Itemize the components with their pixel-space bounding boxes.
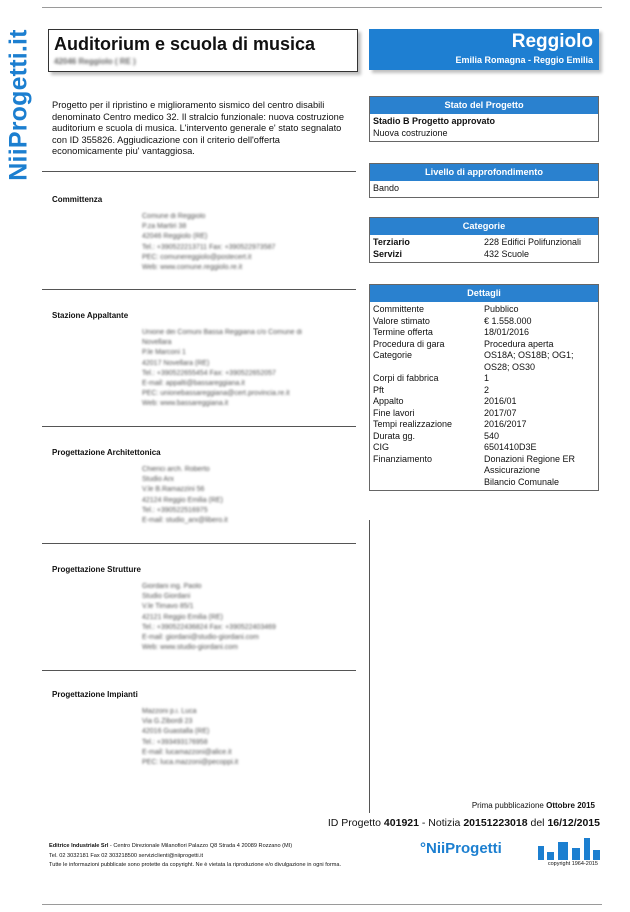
- contact-line: 42046 Reggiolo (RE): [142, 233, 208, 241]
- dettaglio-value: 2016/01: [484, 396, 517, 406]
- dettaglio-value: Procedura aperta: [484, 338, 554, 349]
- dettaglio-value: 1: [484, 373, 490, 383]
- contact-lines: [142, 707, 342, 768]
- dettaglio-value: 540: [484, 430, 500, 441]
- del-label: del: [527, 817, 545, 829]
- dettaglio-row: [373, 304, 595, 316]
- footer: [49, 842, 409, 871]
- skyline-icon: [538, 836, 600, 860]
- contact-line: Tel.: +390522516975: [142, 506, 208, 514]
- panel-body: [370, 235, 598, 262]
- dettaglio-value: 6501410D3E: [484, 442, 537, 452]
- contact-line: E-mail: appalti@bassareggiana.it: [142, 380, 245, 388]
- contact-line: P.za Martiri 38: [142, 223, 187, 231]
- city-box: [369, 29, 599, 70]
- dettaglio-row: [373, 373, 595, 385]
- panel-heading: Stato del Progetto: [370, 97, 598, 114]
- city-name: Reggiolo: [511, 31, 593, 52]
- notizia-label: - Notizia: [418, 817, 461, 829]
- contact-line: Studio Arx: [142, 476, 174, 484]
- dettaglio-value: 2: [484, 384, 490, 395]
- dettaglio-value: Pubblico: [484, 304, 519, 314]
- dettaglio-row: [373, 327, 595, 339]
- contact-line: Web: www.studio-giordani.com: [142, 644, 238, 652]
- panel-body: [370, 114, 598, 141]
- dettaglio-row: [373, 385, 595, 397]
- panel-body: [370, 302, 598, 490]
- livello-value: Bando: [373, 183, 400, 193]
- categoria-row: [373, 249, 595, 261]
- dettaglio-row: [373, 419, 595, 431]
- divider: [42, 670, 356, 671]
- dettaglio-row: [373, 339, 595, 351]
- panel-body: [370, 181, 598, 197]
- contact-line: PEC: unionebassareggiana@cert.provincia.re.it: [142, 390, 290, 398]
- contact-lines: [142, 212, 342, 273]
- contact-line: Tel.: +390522655454 Fax: +390522652057: [142, 369, 276, 377]
- contact-label: Stazione Appaltante: [52, 311, 129, 320]
- stato-stage: Stadio B Progetto approvato: [373, 116, 496, 126]
- dettaglio-key: CIG: [373, 442, 390, 452]
- categoria-value: 432 Scuole: [484, 248, 530, 259]
- dettaglio-key: Termine offerta: [373, 327, 433, 337]
- dettaglio-key: Procedura di gara: [373, 338, 445, 349]
- column-divider: [369, 520, 370, 813]
- contact-line: V.le B.Ramazzini 56: [142, 486, 205, 494]
- dettaglio-key: Corpi di fabbrica: [373, 373, 439, 383]
- contact-label: Committenza: [52, 195, 103, 204]
- contact-line: 42017 Novellara (RE): [142, 359, 210, 367]
- panel-heading: Dettagli: [370, 285, 598, 302]
- dettaglio-value: Bilancio Comunale: [484, 476, 560, 487]
- date-value: 16/12/2015: [547, 817, 600, 829]
- contact-line: Giordani ing. Paolo: [142, 583, 202, 590]
- top-rule: [42, 7, 602, 8]
- contact-line: V.le Timavo 85/1: [142, 603, 194, 611]
- brand-name: °NiiProgetti: [420, 840, 502, 857]
- divider: [42, 289, 356, 290]
- contact-progettazione-architettonica: [52, 448, 352, 525]
- dettaglio-value-multi: [484, 350, 595, 373]
- id-value: 401921: [383, 817, 419, 829]
- divider: [42, 543, 356, 544]
- dettaglio-value: Donazioni Regione ER: [484, 453, 576, 464]
- contact-line: PEC: comunereggiolo@postecert.it: [142, 253, 252, 261]
- dettaglio-value-multi: [484, 454, 595, 489]
- dettaglio-row: [373, 396, 595, 408]
- contact-label: Progettazione Impianti: [52, 690, 138, 699]
- stato-progetto-panel: [369, 96, 599, 142]
- pubblicazione-value: Ottobre 2015: [546, 801, 595, 810]
- contact-progettazione-strutture: [52, 565, 352, 652]
- panel-heading: Categorie: [370, 218, 598, 235]
- contact-line: Web: www.comune.reggiolo.re.it: [142, 264, 243, 272]
- panel-heading: Livello di approfondimento: [370, 164, 598, 181]
- categorie-panel: [369, 217, 599, 263]
- contact-line: E-mail: lucamazzoni@alice.it: [142, 748, 232, 756]
- id-label: ID Progetto: [327, 817, 381, 829]
- dettaglio-key: Durata gg.: [373, 430, 416, 441]
- project-title: Auditorium e scuola di musica: [54, 34, 316, 54]
- vertical-logo: [0, 0, 34, 200]
- prima-pubblicazione: [369, 801, 595, 810]
- dettaglio-value: 2017/07: [484, 407, 517, 418]
- contact-lines: [142, 465, 342, 526]
- notizia-value: 20151223018: [463, 817, 528, 829]
- dettaglio-row: [373, 408, 595, 420]
- contact-line: 42121 Reggio Emilia (RE): [142, 613, 223, 621]
- brand-logo: [420, 836, 600, 870]
- project-description: Progetto per il ripristino e miglioramento sismico del centro disabili denominato Centro medico 32. Il stralcio funzionale: nuova costruzione auditorium e scuola di musica. L'intervento generale e' stato segnalato con ID 355826. Aggiudicazione con il criterio dell'offerta economicamente piu' vantaggiosa.: [52, 100, 344, 156]
- contact-line: Tel.: +390522213711 Fax: +390522973587: [142, 243, 276, 251]
- footer-company: Editrice Industriale Srl: [49, 843, 109, 849]
- contact-line: PEC: luca.mazzoni@pecoppi.it: [142, 759, 239, 767]
- dettaglio-key: Tempi realizzazione: [373, 419, 453, 429]
- contact-line: Web: www.bassareggiana.it: [142, 400, 229, 408]
- livello-panel: [369, 163, 599, 198]
- contact-line: 42016 Guastalla (RE): [142, 728, 210, 736]
- categoria-row: [373, 237, 595, 249]
- dettaglio-value: € 1.558.000: [484, 315, 532, 326]
- contact-line: Via G.Zibordi 23: [142, 718, 193, 726]
- dettaglio-row: [373, 442, 595, 454]
- project-location: 42046 Reggiolo ( RE ): [54, 57, 136, 66]
- categoria-key: Terziario: [373, 237, 410, 247]
- dettaglio-value: Assicurazione: [484, 465, 541, 475]
- contact-line: Comune di Reggiolo: [142, 213, 206, 220]
- contact-lines: [142, 328, 342, 410]
- dettaglio-key: Categorie: [373, 350, 413, 360]
- dettaglio-value: 18/01/2016: [484, 327, 530, 337]
- contact-line: Studio Giordani: [142, 593, 191, 601]
- categoria-key: Servizi: [373, 248, 403, 259]
- footer-phones: Tel. 02 3032181 Fax 02 303218500 serviziclienti@niiprogetti.it: [49, 852, 204, 859]
- contact-progettazione-impianti: [52, 690, 352, 767]
- contact-committenza: [52, 195, 352, 272]
- id-line: [200, 817, 600, 829]
- dettaglio-row: [373, 454, 595, 489]
- dettaglio-row: [373, 316, 595, 328]
- stato-type: Nuova costruzione: [373, 127, 448, 138]
- contact-line: 42124 Reggio Emilia (RE): [142, 496, 223, 504]
- contact-line: Unione dei Comuni Bassa Reggiana c/o Comune di: [142, 329, 302, 336]
- divider: [42, 171, 356, 172]
- contact-line: Mazzoni p.i. Luca: [142, 708, 197, 715]
- dettaglio-key: Committente: [373, 304, 425, 314]
- region-name: Emilia Romagna - Reggio Emilia: [455, 55, 593, 65]
- contact-line: Chierici arch. Roberto: [142, 466, 210, 473]
- contact-line: Tel.: +393493176958: [142, 738, 208, 746]
- contact-lines: [142, 582, 342, 653]
- contact-line: Tel.: +390522436824 Fax: +390522403469: [142, 623, 276, 631]
- dettaglio-key: Pft: [373, 384, 385, 395]
- contact-label: Progettazione Strutture: [52, 565, 141, 574]
- copyright-text: copyright 1964-2015: [547, 861, 598, 867]
- project-title-box: [48, 29, 358, 72]
- pubblicazione-label: Prima pubblicazione: [471, 801, 544, 810]
- dettaglio-key: Finanziamento: [373, 453, 433, 464]
- contact-line: E-mail: giordani@studio-giordani.com: [142, 634, 259, 642]
- bottom-rule: [42, 904, 602, 905]
- dettaglio-key: Fine lavori: [373, 407, 415, 418]
- categoria-value: 228 Edifici Polifunzionali: [484, 237, 582, 247]
- dettaglio-key: Valore stimato: [373, 315, 430, 326]
- contact-stazione-appaltante: [52, 311, 352, 408]
- footer-company-line: [49, 842, 409, 852]
- dettaglio-key: Appalto: [373, 396, 404, 406]
- contact-line: E-mail: studio_arx@libero.it: [142, 517, 228, 525]
- dettaglio-value: OS28; OS30: [484, 361, 536, 372]
- vertical-logo-text: NiiProgetti.it: [4, 29, 33, 181]
- dettaglio-value: 2016/2017: [484, 419, 527, 429]
- footer-rights: Tutte le informazioni pubblicate sono protette da copyright. Ne è vietata la riproduzione e/o divulgazione in ogni forma.: [49, 862, 342, 869]
- dettaglio-value: OS18A; OS18B; OG1;: [484, 350, 574, 360]
- divider: [42, 426, 356, 427]
- dettaglio-row: [373, 350, 595, 373]
- contact-label: Progettazione Architettonica: [52, 448, 161, 457]
- footer-address: - Centro Direzionale Milanofiori Palazzo Q8 Strada 4 20089 Rozzano (MI): [108, 843, 293, 849]
- dettaglio-row: [373, 431, 595, 443]
- contact-line: P.le Marconi 1: [142, 349, 186, 357]
- contact-line: Novellara: [142, 339, 172, 347]
- dettagli-panel: [369, 284, 599, 491]
